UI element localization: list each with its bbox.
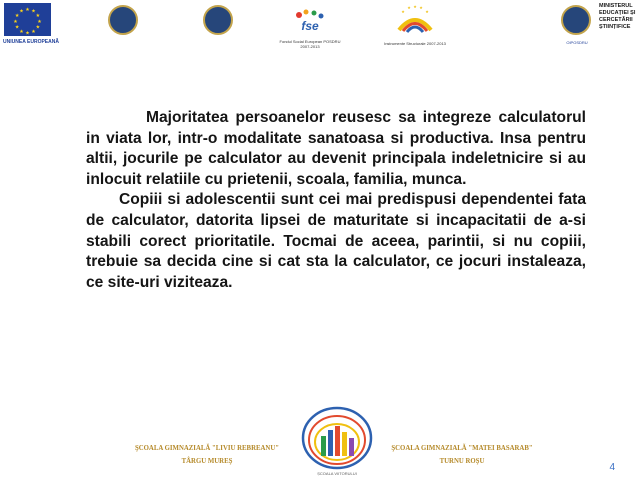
paragraph-2: Copiii si adolescentii sunt cei mai predispusi dependentei fata de calculator, datorita lipsei de maturitate si incapacitatii de a-si stabili corect prioritatile. Tocmai de aceea, parintii, si nu copiii, trebuie sa decida cine si cat sta la calculator, ce jocuri instaleaza, ce site-uri viziteaza. <box>86 191 586 291</box>
fse-caption: Fondul Social European POSDRU 2007-2013 <box>279 39 341 49</box>
svg-text:★: ★ <box>25 30 30 36</box>
svg-text:★: ★ <box>419 5 423 10</box>
footer-left-city: TÂRGU MUREŞ <box>181 458 233 465</box>
instrumente-structurale-logo <box>395 4 435 38</box>
footer-left-school-name: ŞCOALA GIMNAZIALĂ "LIVIU REBREANU" <box>134 445 280 452</box>
footer-school-right <box>367 442 557 468</box>
footer-right-city: TURNU ROŞU <box>439 458 485 465</box>
eu-flag-logo <box>4 3 51 36</box>
footer-school-left <box>112 442 302 468</box>
svg-text:★: ★ <box>401 9 405 14</box>
page-number: 4 <box>609 462 615 473</box>
oiposdru-caption: OIPOSDRU <box>566 40 588 45</box>
instrumente-structurale-caption: Instrumente Structurale 2007-2013 <box>384 41 446 46</box>
svg-text:★: ★ <box>14 24 20 31</box>
eu-caption: UNIUNEA EUROPEANĂ <box>3 39 59 45</box>
ministry-seal-icon <box>561 5 591 35</box>
fse-logo <box>293 8 327 36</box>
paragraph-1: Majoritatea persoanelor reusesc sa integreze calculatorul in viata lor, intr-o modalitate sanatoasa si productiva. Insa pentru altii, jocurile pe calculator au devenit principala indeletnicire si au inlocuit relatiile cu prietenii, scoala, familia, munca. <box>86 109 586 188</box>
svg-text:★: ★ <box>14 13 20 19</box>
fse-logo-text: fse <box>301 19 319 33</box>
ministry-caption: MINISTERUL EDUCAȚIEI ȘI CERCETĂRII ȘTIINȚIFICE <box>599 3 636 30</box>
government-seal-icon-2 <box>203 5 233 35</box>
header-logo-strip <box>0 0 638 52</box>
svg-text:★: ★ <box>413 4 417 9</box>
svg-text:★: ★ <box>19 29 24 35</box>
svg-text:★: ★ <box>35 13 41 19</box>
svg-text:★: ★ <box>25 7 30 13</box>
footer-logo-caption: ȘCOALA VIITORULUI <box>317 471 357 476</box>
svg-text:★: ★ <box>425 9 429 14</box>
svg-text:★: ★ <box>37 18 42 25</box>
svg-text:★: ★ <box>31 8 36 15</box>
svg-text:★: ★ <box>407 5 411 10</box>
footer-right-school-name: ŞCOALA GIMNAZIALĂ "MATEI BASARAB" <box>391 445 533 452</box>
svg-text:★: ★ <box>19 8 24 15</box>
svg-text:★: ★ <box>35 24 41 31</box>
government-seal-icon <box>108 5 138 35</box>
slide-body <box>86 108 586 293</box>
svg-text:★: ★ <box>31 29 36 35</box>
svg-text:★: ★ <box>13 18 18 25</box>
